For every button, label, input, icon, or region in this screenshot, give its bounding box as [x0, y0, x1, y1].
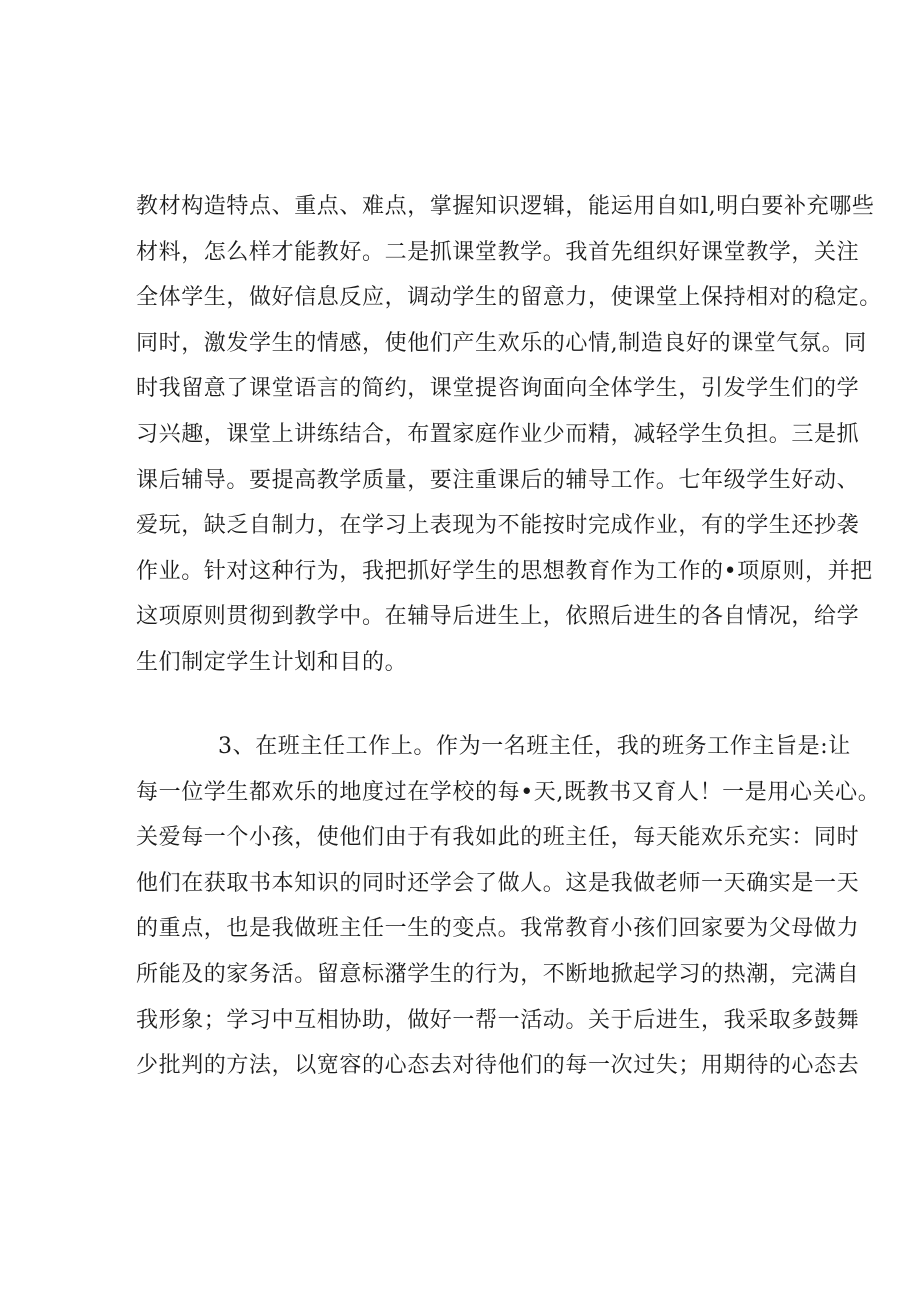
text-line: 这项原则贯彻到教学中。在辅导后进生上，依照后进生的各自情况，给学: [136, 604, 860, 630]
text-line: 每一位学生都欢乐的地度过在学校的每•天,既教书又育人！一是用心关心。: [136, 779, 881, 805]
text-line: 时我留意了课堂语言的简约，课堂提咨询面向全体学生，引发学生们的学: [136, 376, 860, 402]
text-line: 我形象；学习中互相协助，做好一帮一活动。关于后进生，我采取多鼓舞: [136, 1007, 860, 1033]
text-line: 生们制定学生计划和目的。: [136, 649, 408, 675]
text-line: 习兴趣，课堂上讲练结合，布置家庭作业少而精，减轻学生负担。三是抓: [136, 421, 860, 447]
text-line: 教材构造特点、重点、难点，掌握知识逻辑，能运用自如l,明白要补充哪些: [136, 194, 875, 219]
text-line: 全体学生，做好信息反应，调动学生的留意力，使课堂上保持相对的稳定。: [136, 285, 882, 311]
text-line: 他们在获取书本知识的同时还学会了做人。这是我做老师一天确实是一天: [136, 870, 860, 896]
paragraph-class-teacher: [136, 724, 881, 1089]
text-line: 同时，激发学生的情感，使他们产生欢乐的心情,制造良好的课堂气氛。同: [136, 330, 867, 356]
text-line: 关爱每一个小孩，使他们由于有我如此的班主任，每天能欢乐充实：同时: [136, 825, 860, 851]
text-line: 作业。针对这种行为，我把抓好学生的思想教育作为工作的•项原则，并把: [136, 558, 873, 584]
text-line: 所能及的家务活。留意标潴学生的行为，不断地掀起学习的热潮，完满自: [136, 961, 860, 987]
text-line: 课后辅导。要提高教学质量，要注重课后的辅导工作。七年级学生好动、: [136, 467, 860, 493]
text-line: 的重点，也是我做班主任一生的变点。我常教育小孩们回家要为父母做力: [136, 916, 860, 942]
text-line: 爱玩，缺乏自制力，在学习上表现为不能按时完成作业，有的学生还抄袭: [136, 513, 860, 539]
text-line: 3、在班主任工作上。作为一名班主任，我的班务工作主旨是:让: [218, 734, 851, 759]
text-line: 少批判的方法，以宽容的心态去对待他们的每一次过失；用期待的心态去: [136, 1053, 860, 1079]
text-line: 材料，怎么样才能教好。二是抓课堂教学。我首先组织好课堂教学，关注: [136, 239, 860, 265]
paragraph-teaching: [136, 184, 882, 686]
